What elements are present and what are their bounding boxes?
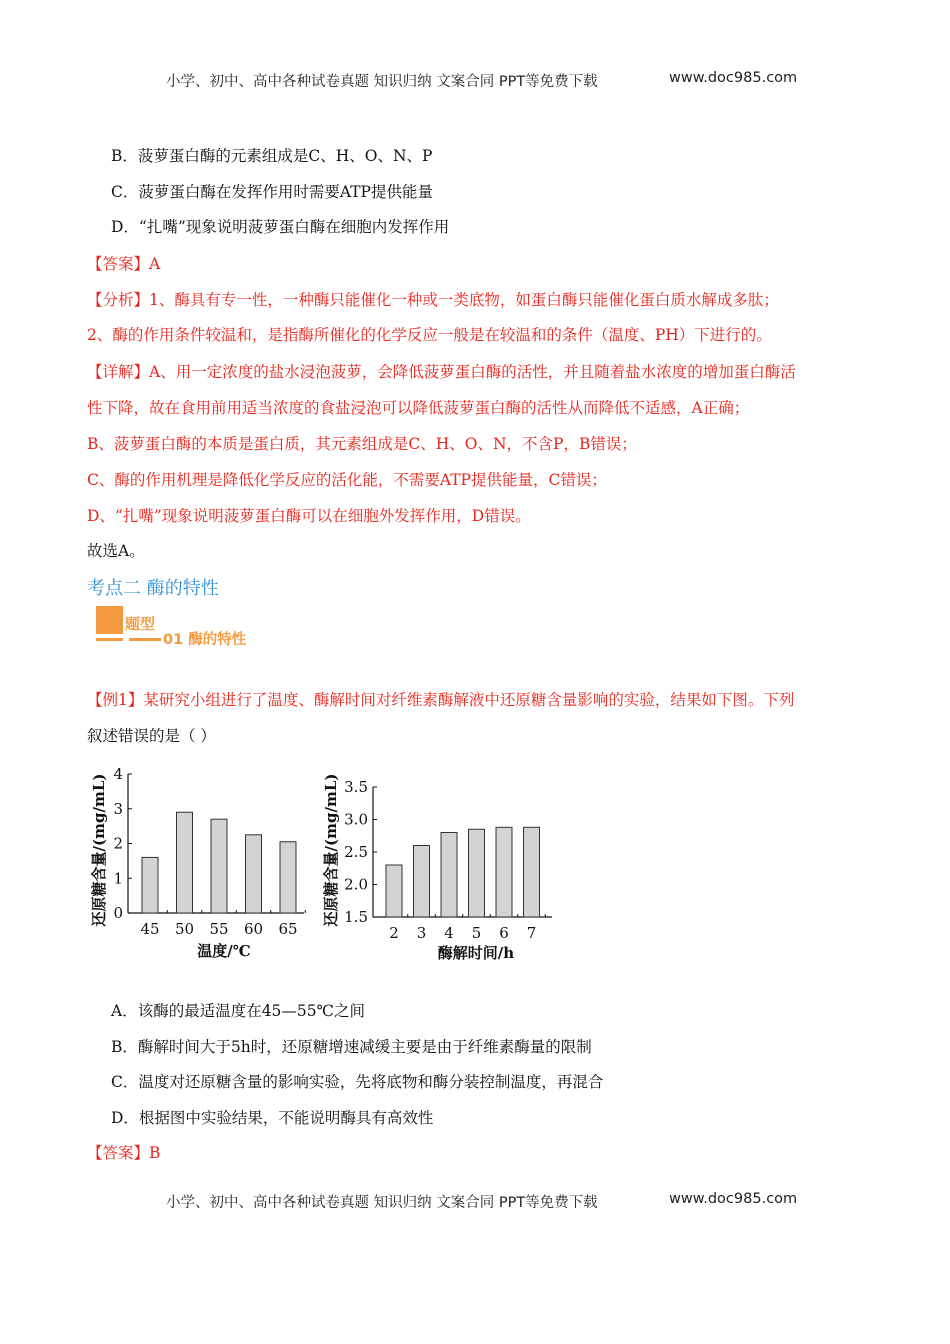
chart2-ytick-label: 3.5	[344, 778, 368, 796]
chart2-bar	[469, 829, 485, 917]
detail-line-1: 【详解】A、用一定浓度的盐水浸泡菠萝，会降低菠萝蛋白酶的活性，并且随着盐水浓度的增加蛋白酶活	[87, 363, 796, 381]
chart2-xtick-label: 5	[471, 924, 482, 942]
detail-line-3: B、菠萝蛋白酶的本质是蛋白质，其元素组成是C、H、O、N，不含P，B错误；	[87, 435, 637, 453]
page-header-url[interactable]: www.doc985.com	[669, 70, 798, 86]
chart1-xtick-label: 50	[174, 920, 195, 938]
example-stem-1	[87, 689, 794, 711]
chart2-ytick-label: 1.5	[344, 908, 368, 926]
example-option-b: B．酶解时间大于5h时，还原糖增速减缓主要是由于纤维素酶量的限制	[111, 1038, 592, 1056]
temperature-chart	[90, 765, 305, 960]
tag-square	[96, 606, 123, 634]
example-stem-2: 叙述错误的是（ ）	[87, 727, 216, 745]
chart2-bar	[386, 865, 402, 917]
chart1-xtick-label: 60	[243, 920, 264, 938]
analysis-line-1: 【分析】1、酶具有专一性，一种酶只能催化一种或一类底物，如蛋白酶只能催化蛋白质水解成多肽；	[87, 291, 779, 309]
chart1-xtick-label: 45	[140, 920, 160, 938]
chart2-bar	[524, 827, 540, 917]
chart1-ytick-label: 1	[113, 869, 123, 888]
detail-line-4: C、酶的作用机理是降低化学反应的活化能，不需要ATP提供能量，C错误；	[87, 471, 607, 489]
chart1-bar	[142, 857, 158, 913]
option-b: B．菠萝蛋白酶的元素组成是C、H、O、N、P	[111, 147, 433, 165]
charts-figure	[86, 760, 561, 965]
chart2-bar	[414, 846, 430, 918]
answer-label: 【答案】A	[87, 255, 161, 273]
chart1-bar	[246, 835, 262, 913]
tag-word: 题型	[125, 615, 156, 633]
page-footer-url[interactable]: www.doc985.com	[669, 1191, 798, 1207]
conclusion: 故选A。	[87, 542, 145, 560]
chart1-bar	[177, 812, 193, 913]
example-option-d: D．根据图中实验结果，不能说明酶具有高效性	[111, 1109, 434, 1127]
chart1-xtick-label: 55	[209, 920, 229, 938]
chart2-bar	[496, 827, 512, 917]
section-title: 考点二 酶的特性	[87, 578, 219, 599]
chart1-ylabel: 还原糖含量/(mg/mL)	[90, 773, 108, 927]
page-footer-text: 小学、初中、高中各种试卷真题 知识归纳 文案合同 PPT等免费下载	[166, 1195, 598, 1211]
question-type-tag	[96, 606, 266, 646]
analysis-line-2: 2、酶的作用条件较温和，是指酶所催化的化学反应一般是在较温和的条件（温度、PH）下进行的。	[87, 326, 772, 344]
chart2-ytick-label: 3.0	[344, 810, 368, 829]
option-c: C．菠萝蛋白酶在发挥作用时需要ATP提供能量	[111, 183, 433, 201]
tag-label: 01 酶的特性	[163, 632, 247, 648]
detail-line-2: 性下降，故在食用前用适当浓度的食盐浸泡可以降低菠萝蛋白酶的活性从而降低不适感，A正确；	[87, 399, 750, 417]
tag-underline-2	[129, 638, 161, 641]
chart1-ytick-label: 3	[113, 799, 123, 818]
chart1-ytick-label: 0	[113, 904, 123, 922]
chart2-ytick-label: 2.0	[344, 875, 368, 894]
chart1-xlabel: 温度/℃	[197, 942, 251, 960]
example-option-c: C．温度对还原糖含量的影响实验，先将底物和酶分装控制温度，再混合	[111, 1073, 604, 1091]
chart2-xtick-label: 6	[499, 924, 509, 942]
chart1-xtick-label: 65	[278, 920, 298, 938]
detail-line-5: D、“扎嘴”现象说明菠萝蛋白酶可以在细胞外发挥作用，D错误。	[87, 507, 531, 525]
chart2-xtick-label: 7	[526, 924, 537, 942]
chart1-bar	[211, 819, 227, 913]
chart2-ytick-label: 2.5	[344, 843, 368, 861]
chart2-xtick-label: 4	[444, 924, 454, 942]
example-option-a: A．该酶的最适温度在45—55℃之间	[111, 1002, 365, 1020]
time-chart	[322, 774, 552, 962]
chart1-ytick-label: 4	[113, 765, 123, 783]
chart2-xtick-label: 2	[389, 924, 399, 942]
chart2-xtick-label: 3	[416, 924, 427, 942]
option-d: D．“扎嘴”现象说明菠萝蛋白酶在细胞内发挥作用	[111, 218, 450, 236]
chart2-ylabel: 还原糖含量/(mg/mL)	[322, 773, 340, 927]
tag-underline-1	[96, 638, 123, 641]
example-stem-text: 【例1】某研究小组进行了温度、酶解时间对纤维素酶解液中还原糖含量影响的实验，结果如下图。下列	[87, 691, 795, 709]
chart1-ytick-label: 2	[113, 834, 123, 853]
example-answer: 【答案】B	[87, 1144, 161, 1162]
chart1-bar	[280, 842, 296, 913]
chart2-xlabel: 酶解时间/h	[437, 944, 515, 962]
chart2-bar	[441, 833, 457, 918]
page-header-text: 小学、初中、高中各种试卷真题 知识归纳 文案合同 PPT等免费下载	[166, 74, 598, 90]
